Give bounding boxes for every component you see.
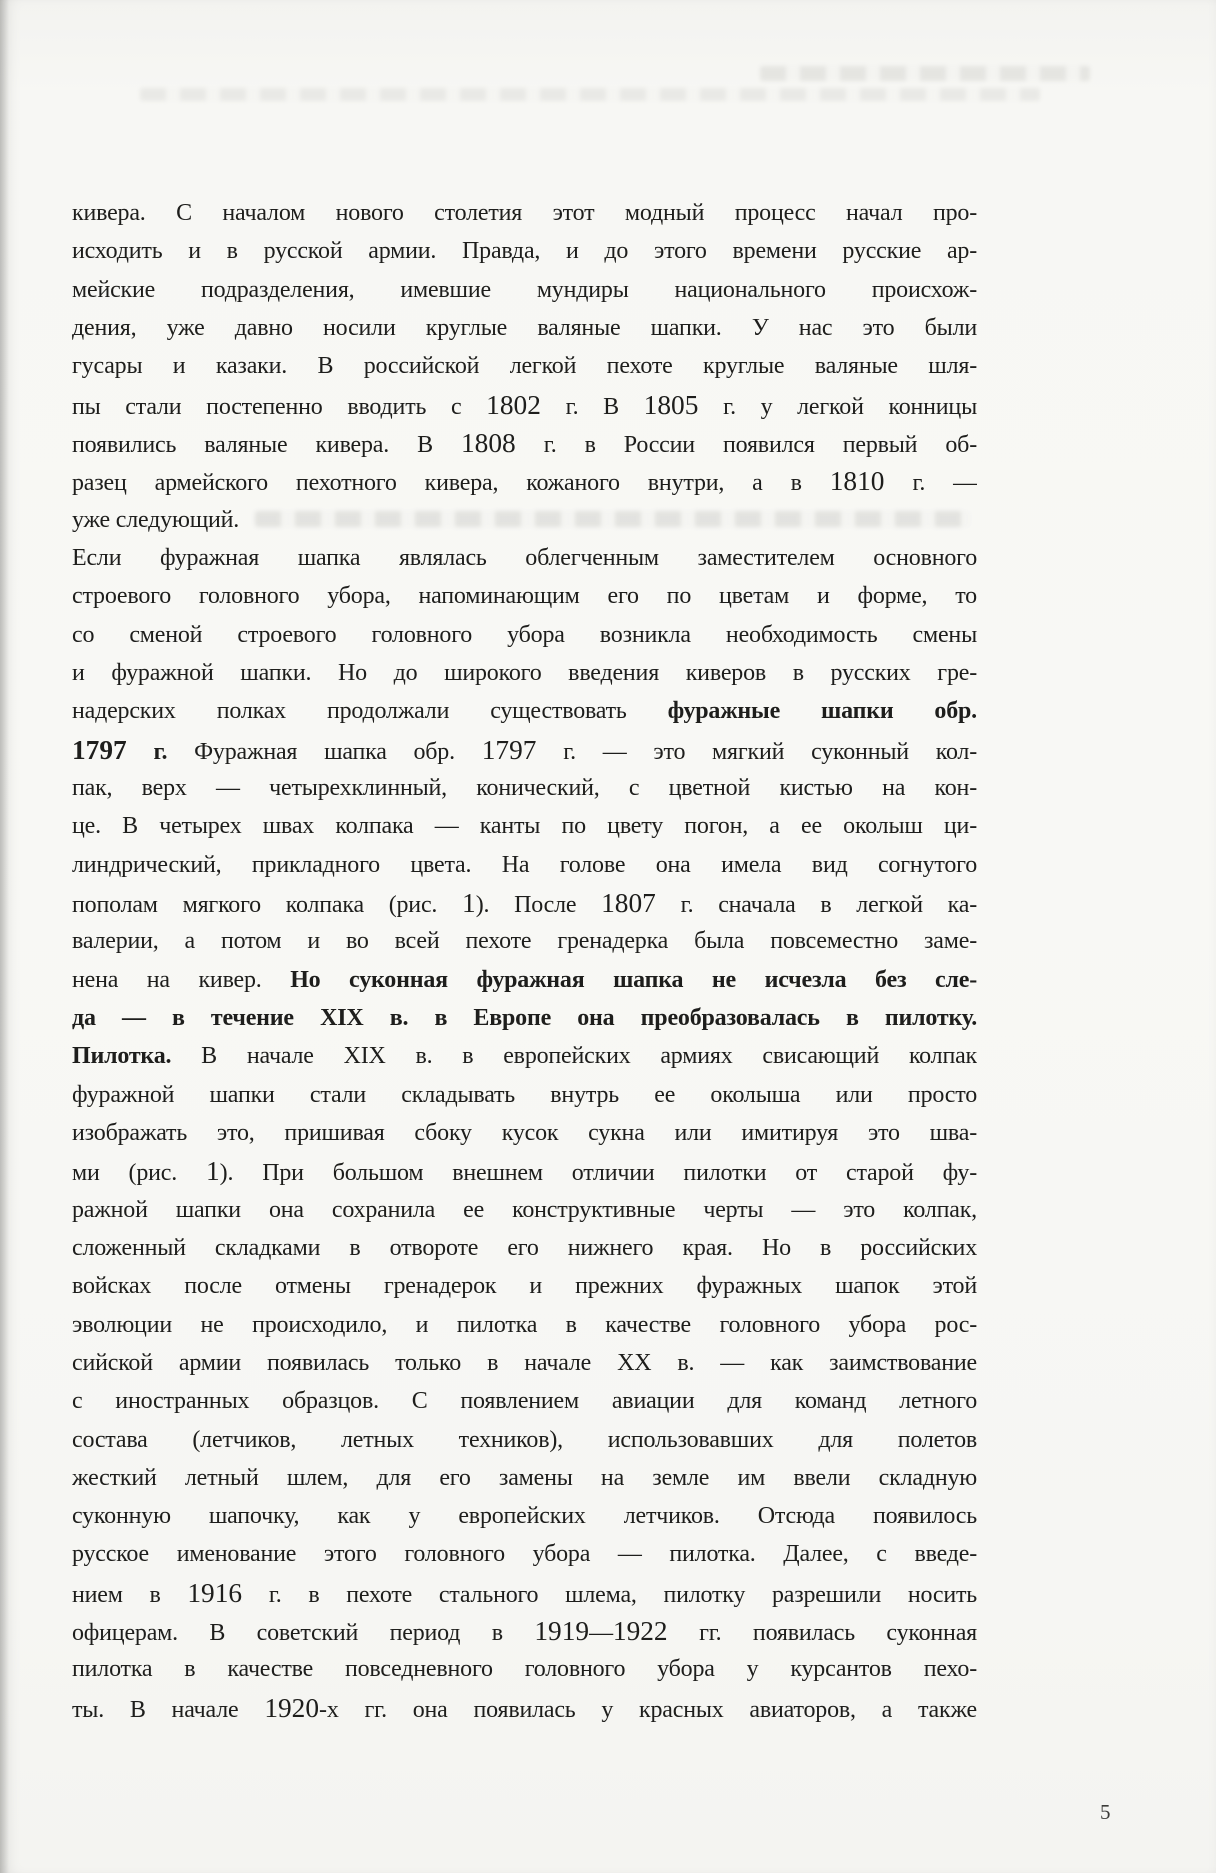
bleedthrough-artifact bbox=[760, 66, 1090, 81]
text-line bbox=[72, 1459, 977, 1497]
text-line bbox=[72, 616, 977, 654]
text-line bbox=[72, 1037, 977, 1075]
text-segment: состава (летчиков, летных техников), использовавших для полетов bbox=[72, 1426, 977, 1453]
text-segment: ми (рис. 1). При большом внешнем отличии пилотки от старой фу- bbox=[72, 1156, 977, 1187]
text-line bbox=[72, 1344, 977, 1382]
text-line bbox=[72, 1229, 977, 1267]
text-line bbox=[72, 769, 977, 807]
page-gutter-shadow bbox=[0, 0, 9, 1873]
text-segment: появились валяные кивера. В 1808 г. в России появился первый об- bbox=[72, 427, 977, 458]
text-segment: офицерам. В советский период в 1919—1922 гг. появилась суконная bbox=[72, 1616, 977, 1647]
text-segment: кивера. С началом нового столетия этот модный процесс начал про- bbox=[72, 200, 977, 226]
text-segment: жесткий летный шлем, для его замены на земле им ввели складную bbox=[72, 1464, 977, 1491]
body-text bbox=[72, 194, 977, 1727]
text-line bbox=[72, 1535, 977, 1573]
bold-text-segment: да — в течение XIX в. в Европе она преобразовалась в пилотку. bbox=[72, 1004, 977, 1031]
text-line bbox=[72, 347, 977, 385]
text-line bbox=[72, 1076, 977, 1114]
text-line bbox=[72, 1497, 977, 1535]
text-segment: пы стали постепенно вводить с 1802 г. В 1805 г. у легкой конницы bbox=[72, 389, 977, 420]
text-segment: пополам мягкого колпака (рис. 1). После 1807 г. сначала в легкой ка- bbox=[72, 887, 977, 918]
text-line bbox=[72, 1689, 977, 1727]
text-segment: с иностранных образцов. С появлением авиации для команд летного bbox=[72, 1388, 977, 1415]
text-line bbox=[72, 194, 977, 232]
text-line bbox=[72, 1612, 977, 1650]
text-segment: Фуражная шапка обр. 1797 г. — это мягкий суконный кол- bbox=[167, 734, 977, 765]
bleedthrough-artifact bbox=[140, 88, 1040, 101]
text-segment: надерских полках продолжали существовать bbox=[72, 698, 668, 725]
text-segment: фуражной шапки стали складывать внутрь ее околыша или просто bbox=[72, 1081, 977, 1108]
text-line bbox=[72, 999, 977, 1037]
text-segment: изображать это, пришивая сбоку кусок сукна или имитируя это шва- bbox=[72, 1119, 977, 1146]
text-line bbox=[72, 424, 977, 462]
text-line bbox=[72, 1421, 977, 1459]
text-segment: нием в 1916 г. в пехоте стального шлема, пилотку разрешили носить bbox=[72, 1577, 977, 1608]
text-segment: русское именование этого головного убора — пилотка. Далее, с введе- bbox=[72, 1541, 977, 1568]
text-line bbox=[72, 539, 977, 577]
text-line bbox=[72, 271, 977, 309]
text-segment: сложенный складками в отвороте его нижнего края. Но в российских bbox=[72, 1234, 977, 1261]
text-segment: строевого головного убора, напоминающим его по цветам и форме, то bbox=[72, 583, 977, 610]
text-line bbox=[72, 884, 977, 922]
text-segment: ты. В начале 1920-х гг. она появилась у красных авиаторов, а также bbox=[72, 1692, 977, 1723]
bold-text-segment: 1797 г. bbox=[72, 734, 168, 765]
text-line bbox=[72, 922, 977, 960]
text-line bbox=[72, 232, 977, 270]
text-line bbox=[72, 1114, 977, 1152]
text-segment: сийской армии появилась только в начале XX в. — как заимствование bbox=[72, 1349, 977, 1376]
text-segment: це. В четырех швах колпака — канты по цвету погон, а ее околыш ци- bbox=[72, 813, 977, 840]
text-segment: ражной шапки она сохранила ее конструктивные черты — это колпак, bbox=[72, 1196, 977, 1223]
bold-text-segment: Но суконная фуражная шапка не исчезла без сле- bbox=[290, 966, 977, 993]
page-number: 5 bbox=[1100, 1800, 1111, 1824]
text-line bbox=[72, 1574, 977, 1612]
text-line bbox=[72, 654, 977, 692]
text-segment: со сменой строевого головного убора возникла необходимость смены bbox=[72, 621, 977, 648]
text-line bbox=[72, 501, 977, 539]
text-line bbox=[72, 807, 977, 845]
text-segment: линдрический, прикладного цвета. На голове она имела вид согнутого bbox=[72, 851, 977, 878]
text-segment: пак, верх — четырехклинный, конический, с цветной кистью на кон- bbox=[72, 774, 977, 801]
bold-text-segment: фуражные шапки обр. bbox=[667, 698, 977, 725]
text-segment: дения, уже давно носили круглые валяные шапки. У нас это были bbox=[72, 314, 977, 341]
text-segment: В начале XIX в. в европейских армиях свисающий колпак bbox=[171, 1043, 977, 1070]
text-segment: нена на кивер. bbox=[72, 966, 291, 993]
text-segment: пилотка в качестве повседневного головного убора у курсантов пехо- bbox=[72, 1656, 977, 1683]
text-line bbox=[72, 309, 977, 347]
text-line bbox=[72, 1382, 977, 1420]
text-segment: валерии, а потом и во всей пехоте гренадерка была повсеместно заме- bbox=[72, 928, 977, 955]
text-line bbox=[72, 462, 977, 500]
text-line bbox=[72, 961, 977, 999]
text-segment: Если фуражная шапка являлась облегченным заместителем основного bbox=[72, 544, 977, 571]
text-segment: уже следующий. bbox=[72, 506, 240, 533]
text-line bbox=[72, 1191, 977, 1229]
text-line bbox=[72, 692, 977, 730]
text-segment: гусары и казаки. В российской легкой пехоте круглые валяные шля- bbox=[72, 353, 977, 380]
text-line bbox=[72, 577, 977, 615]
text-segment: исходить и в русской армии. Правда, и до этого времени русские ар- bbox=[72, 238, 977, 265]
text-line bbox=[72, 386, 977, 424]
text-line bbox=[72, 1306, 977, 1344]
text-line bbox=[72, 1650, 977, 1688]
text-segment: мейские подразделения, имевшие мундиры национального происхож- bbox=[72, 276, 977, 303]
text-segment: войсках после отмены гренадерок и прежних фуражных шапок этой bbox=[72, 1273, 977, 1300]
text-line bbox=[72, 1267, 977, 1305]
text-line bbox=[72, 731, 977, 769]
bold-text-segment: Пилотка. bbox=[72, 1043, 172, 1070]
text-line bbox=[72, 1152, 977, 1190]
text-segment: и фуражной шапки. Но до широкого введения киверов в русских гре- bbox=[72, 659, 977, 686]
text-segment: разец армейского пехотного кивера, кожаного внутри, а в 1810 г. — bbox=[72, 466, 977, 497]
text-line bbox=[72, 846, 977, 884]
text-segment: эволюции не происходило, и пилотка в качестве головного убора рос- bbox=[72, 1311, 977, 1338]
text-segment: суконную шапочку, как у европейских летчиков. Отсюда появилось bbox=[72, 1503, 977, 1530]
